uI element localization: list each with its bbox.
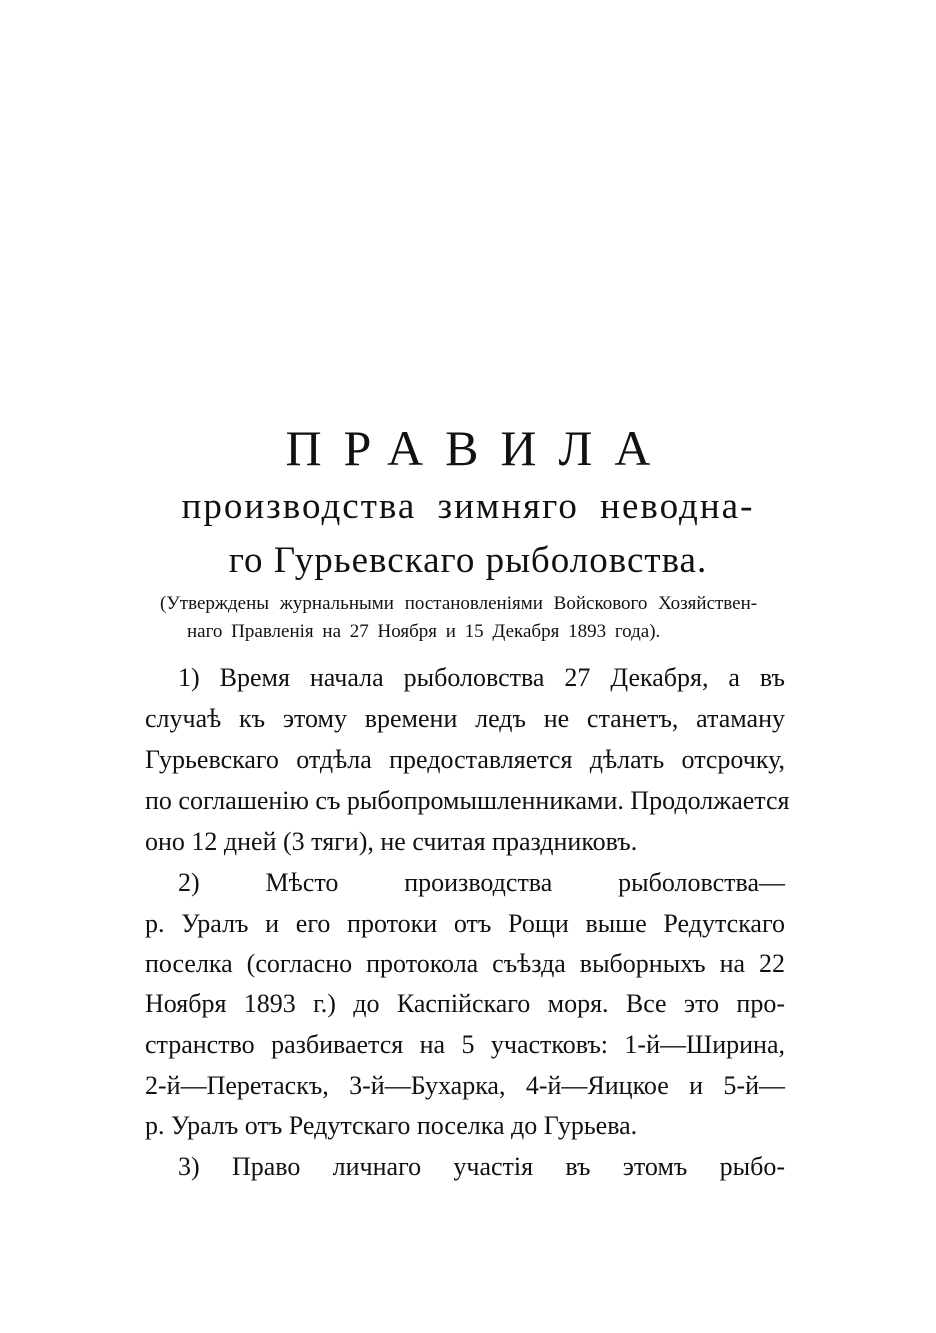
body-line-3: Гурьевскаго отдѣла предоставляется дѣлать отсрочку, <box>145 745 785 774</box>
body-line-1: 1) Время начала рыболовства 27 Декабря, а въ <box>178 663 785 692</box>
approval-note-line-2: наго Правленія на 27 Ноября и 15 Декабря 1893 года). <box>187 621 661 642</box>
body-line-2: случаѣ къ этому времени ледъ не станетъ, атаману <box>145 704 785 733</box>
body-line-13: 3) Право личнаго участія въ этомъ рыбо- <box>178 1152 785 1181</box>
body-line-11: 2-й—Перетаскъ, 3-й—Бухарка, 4-й—Яицкое и 5-й— <box>145 1071 785 1100</box>
document-subtitle-line-2: го Гурьевскаго рыболовства. <box>228 540 708 581</box>
body-line-8: поселка (согласно протокола съѣзда выборныхъ на 22 <box>145 949 785 978</box>
document-title: ПРАВИЛА <box>285 420 673 476</box>
document-subtitle-line-1: производства зимняго неводна- <box>181 486 755 527</box>
body-line-10: странство разбивается на 5 участковъ: 1-й—Ширина, <box>145 1030 785 1059</box>
body-line-7: р. Уралъ и его протоки отъ Рощи выше Редутскаго <box>145 909 785 938</box>
approval-note-line-1: (Утверждены журнальными постановленіями Войскового Хозяйствен- <box>160 593 758 614</box>
body-line-4: по соглашенію съ рыбопромышленниками. Продолжается <box>145 786 790 815</box>
body-line-6: 2) Мѣсто производства рыболовства— <box>178 868 785 897</box>
body-line-9: Ноября 1893 г.) до Каспійскаго моря. Все это про- <box>145 989 785 1018</box>
body-line-5: оно 12 дней (3 тяги), не считая праздниковъ. <box>145 827 638 856</box>
body-line-12: р. Уралъ отъ Редутскаго поселка до Гурьева. <box>145 1111 638 1140</box>
